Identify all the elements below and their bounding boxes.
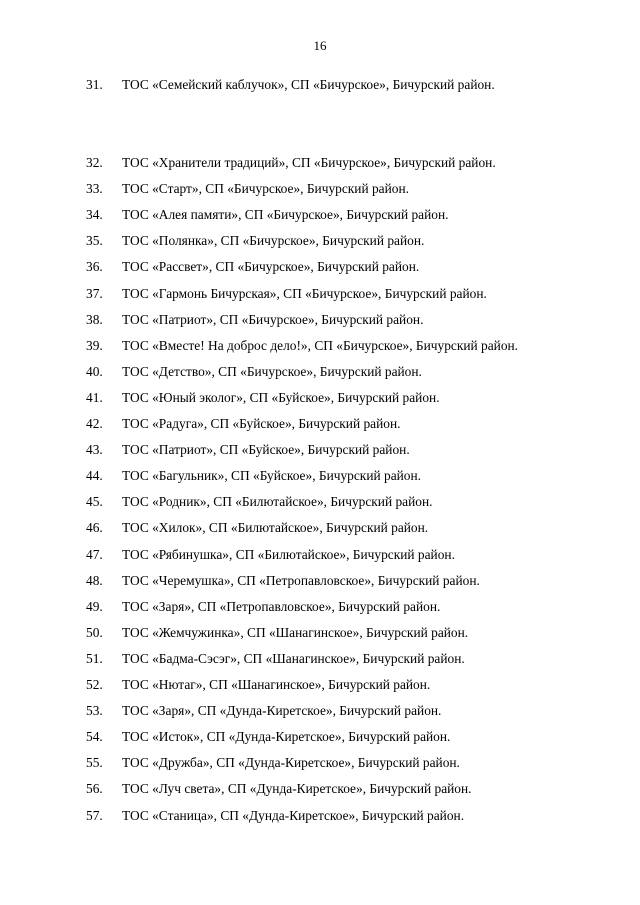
item-number: 48.	[86, 572, 103, 588]
item-text: ТОС «Вместе! На доброс дело!», СП «Бичурское», Бичурский район.	[122, 337, 519, 353]
list-item	[0, 649, 640, 669]
item-text: ТОС «Старт», СП «Бичурское», Бичурский район.	[122, 181, 409, 197]
item-text: ТОС «Радуга», СП «Буйское», Бичурский район.	[122, 416, 401, 431]
list-item	[0, 753, 640, 773]
list-item	[0, 492, 640, 512]
item-text: ТОС «Луч света», СП «Дунда-Киретское», Бичурский район.	[122, 781, 472, 797]
item-number: 50.	[86, 624, 103, 640]
list-item	[0, 727, 640, 747]
item-text: ТОС «Родник», СП «Билютайское», Бичурский район.	[122, 494, 433, 510]
item-text: ТОС «Дружба», СП «Дунда-Киретское», Бичурский район.	[122, 755, 460, 771]
item-text: ТОС «Алея памяти», СП «Бичурское», Бичурский район.	[122, 207, 449, 223]
item-number: 47.	[86, 546, 103, 562]
item-number: 35.	[86, 233, 103, 249]
item-text: ТОС «Багульник», СП «Буйское», Бичурский район.	[122, 468, 422, 484]
list-item	[0, 414, 640, 434]
list-item	[0, 257, 640, 277]
item-number: 46.	[86, 520, 103, 536]
item-text: ТОС «Нютаг», СП «Шанагинское», Бичурский район.	[122, 677, 431, 692]
list-item	[0, 779, 640, 799]
item-number: 52.	[86, 677, 103, 692]
item-number: 38.	[86, 311, 103, 327]
item-text: ТОС «Хилок», СП «Билютайское», Бичурский район.	[122, 520, 429, 536]
item-text: ТОС «Заря», СП «Дунда-Киретское», Бичурский район.	[122, 703, 442, 719]
item-number: 53.	[86, 703, 103, 719]
item-number: 33.	[86, 181, 103, 197]
item-number: 54.	[86, 729, 103, 745]
item-number: 31.	[86, 77, 103, 92]
item-number: 44.	[86, 468, 103, 484]
item-number: 55.	[86, 755, 103, 771]
item-number: 39.	[86, 337, 103, 353]
list-item	[0, 806, 640, 826]
list-item	[0, 440, 640, 460]
item-number: 34.	[86, 207, 103, 223]
item-number: 49.	[86, 598, 103, 614]
item-number: 32.	[86, 155, 103, 170]
list-item	[0, 518, 640, 538]
item-text: ТОС «Рябинушка», СП «Билютайское», Бичурский район.	[122, 546, 455, 562]
item-text: ТОС «Юный эколог», СП «Буйское», Бичурский район.	[122, 389, 440, 405]
item-text: ТОС «Хранители традиций», СП «Бичурское», Бичурский район.	[122, 155, 496, 170]
item-number: 51.	[86, 650, 103, 666]
item-text: ТОС «Исток», СП «Дунда-Киретское», Бичурский район.	[122, 729, 451, 745]
list-item	[0, 571, 640, 591]
list-item	[0, 75, 640, 95]
list-item	[0, 231, 640, 251]
item-text: ТОС «Жемчужинка», СП «Шанагинское», Бичурский район.	[122, 624, 469, 640]
item-number: 41.	[86, 389, 103, 405]
item-text: ТОС «Семейский каблучок», СП «Бичурское», Бичурский район.	[122, 77, 495, 92]
item-text: ТОС «Черемушка», СП «Петропавловское», Бичурский район.	[122, 572, 480, 588]
item-number: 40.	[86, 363, 103, 379]
list-item	[0, 310, 640, 330]
item-text: ТОС «Рассвет», СП «Бичурское», Бичурский район.	[122, 259, 420, 275]
item-text: ТОС «Патриот», СП «Буйское», Бичурский район.	[122, 442, 410, 458]
item-text: ТОС «Патриот», СП «Бичурское», Бичурский район.	[122, 311, 424, 327]
item-text: ТОС «Детство», СП «Бичурское», Бичурский район.	[122, 363, 422, 379]
list-item	[0, 336, 640, 356]
item-number: 56.	[86, 781, 103, 797]
item-number: 37.	[86, 285, 103, 301]
item-number: 57.	[86, 807, 103, 823]
list-item	[0, 623, 640, 643]
item-text: ТОС «Полянка», СП «Бичурское», Бичурский район.	[122, 233, 425, 249]
page-number: 16	[313, 38, 327, 53]
item-text: ТОС «Станица», СП «Дунда-Киретское», Бичурский район.	[122, 807, 465, 823]
item-number: 45.	[86, 494, 103, 510]
list-item	[0, 362, 640, 382]
list-item	[0, 284, 640, 304]
item-number: 42.	[86, 416, 103, 431]
list-item	[0, 597, 640, 617]
list-item	[0, 701, 640, 721]
item-text: ТОС «Бадма-Сэсэг», СП «Шанагинское», Бичурский район.	[122, 650, 465, 666]
item-number: 36.	[86, 259, 103, 275]
list-item	[0, 388, 640, 408]
item-text: ТОС «Заря», СП «Петропавловское», Бичурский район.	[122, 598, 441, 614]
list-item	[0, 545, 640, 565]
item-number: 43.	[86, 442, 103, 458]
list-item	[0, 675, 640, 695]
list-item	[0, 205, 640, 225]
list-item	[0, 466, 640, 486]
item-text: ТОС «Гармонь Бичурская», СП «Бичурское», Бичурский район.	[122, 285, 487, 301]
list-item	[0, 179, 640, 199]
list-item	[0, 153, 640, 173]
